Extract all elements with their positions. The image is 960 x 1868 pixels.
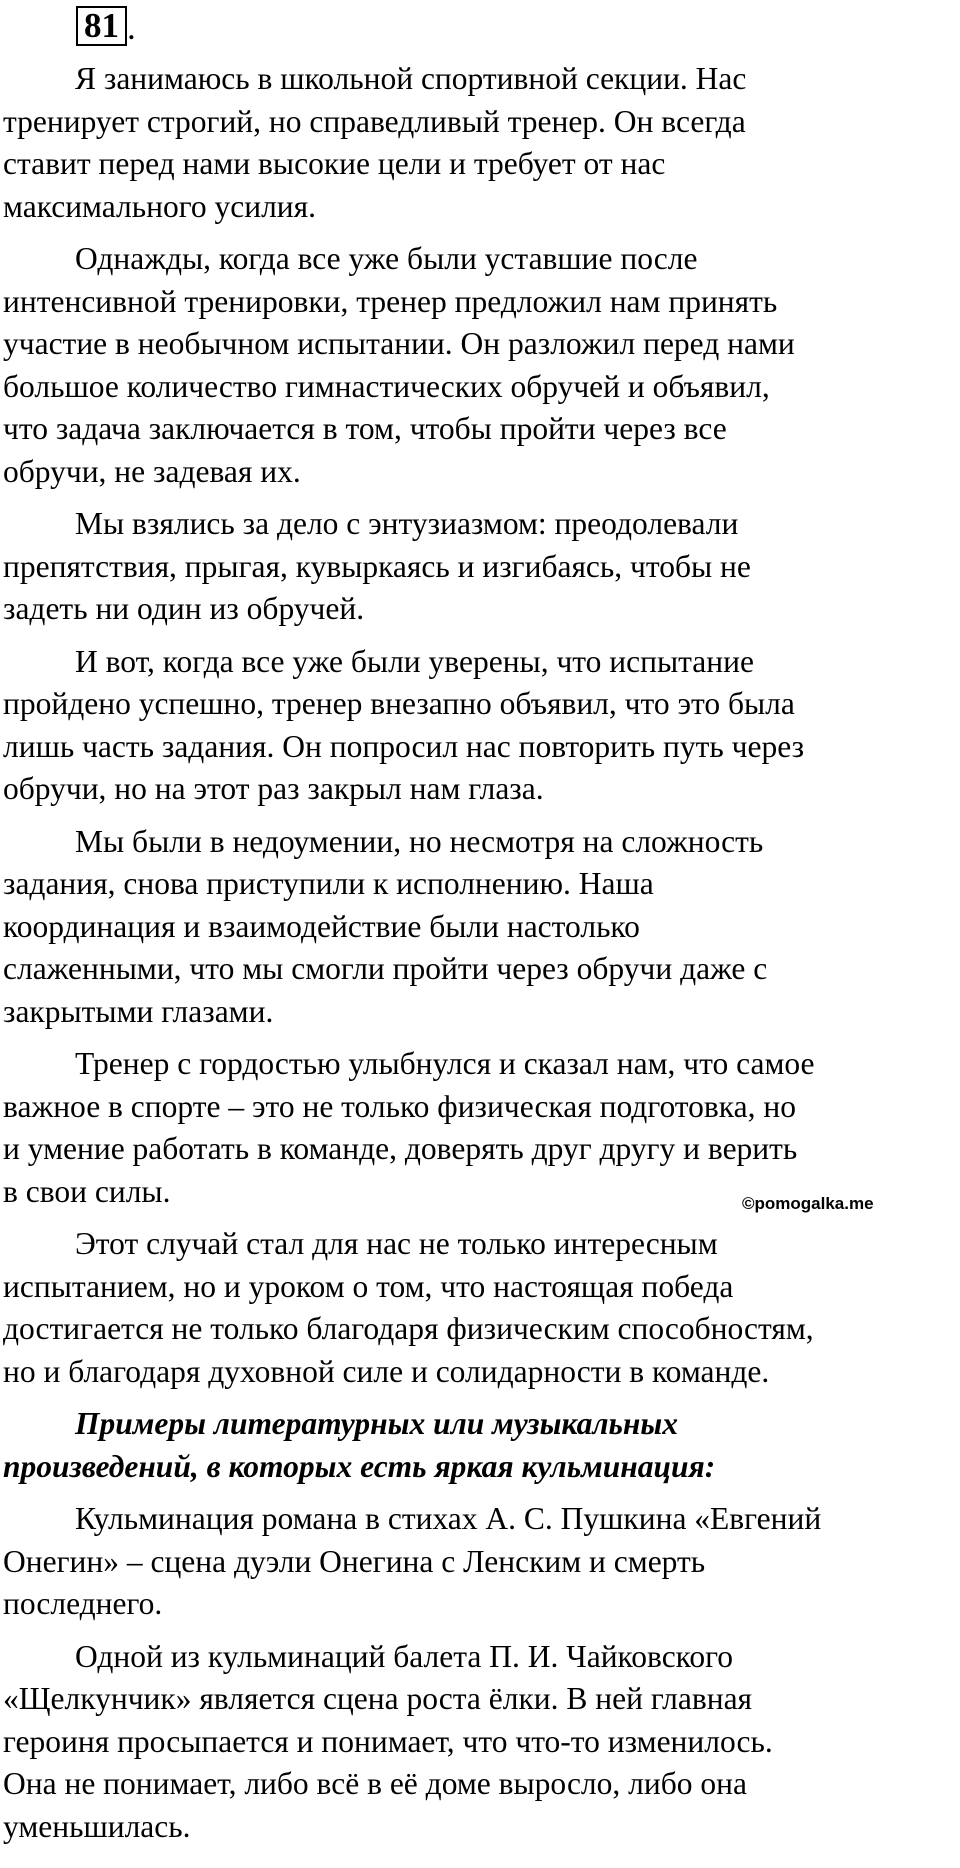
paragraph-1: Я занимаюсь в школьной спортивной секции. Нас тренирует строгий, но справедливый тренер. Он всегда ставит перед нами высокие цели и требует от нас максимального усилия. <box>3 61 747 224</box>
paragraph-7: Этот случай стал для нас не только интересным испытанием, но и уроком о том, что настоящая победа достигается не только благодаря физическим способностям, но и благодаря духовной силе и солидарности в команде. <box>3 1226 814 1389</box>
paragraph-6: Тренер с гордостью улыбнулся и сказал нам, что самое важное в спорте – это не только физическая подготовка, но и умение работать в команде, доверять друг другу и верить в свои силы. <box>3 1046 815 1209</box>
task-number-box: 81 <box>76 6 127 46</box>
paragraph-4: И вот, когда все уже были уверены, что испытание пройдено успешно, тренер внезапно объявил, что это была лишь часть задания. Он попросил нас повторить путь через обручи, но на этот раз закрыл нам глаза. <box>3 643 805 806</box>
examples-heading: Примеры литературных или музыкальных произведений, в которых есть яркая кульминация: <box>3 1406 716 1484</box>
example-onegin: Кульминация романа в стихах А. С. Пушкина «Евгений Онегин» – сцена дуэли Онегина с Ленским и смерть последнего. <box>3 1501 822 1621</box>
paragraph-3: Мы взялись за дело с энтузиазмом: преодолевали препятствия, прыгая, кувыркаясь и изгибаясь, чтобы не задеть ни один из обручей. <box>3 506 751 626</box>
task-number-dot: . <box>127 8 136 47</box>
paragraph-2: Однажды, когда все уже были уставшие после интенсивной тренировки, тренер предложил нам принять участие в необычном испытании. Он разложил перед нами большое количество гимнастических обручей и объявил, что задача заключается в том, чтобы пройти через все обручи, не задевая их. <box>3 241 795 489</box>
paragraph-5: Мы были в недоумении, но несмотря на сложность задания, снова приступили к исполнению. Наша координация и взаимодействие были настолько слаженными, что мы смогли пройти через обручи даже с закрытыми глазами. <box>3 823 768 1029</box>
watermark: ©pomogalka.me <box>742 1194 874 1213</box>
example-nutcracker: Одной из кульминаций балета П. И. Чайковского «Щелкунчик» является сцена роста ёлки. В ней главная героиня просыпается и понимает, что что-то изменилось. Она не понимает, либо всё в её доме выросло, либо она уменьшилась. <box>3 1638 773 1844</box>
task-header <box>76 6 136 46</box>
document-body <box>3 58 957 1858</box>
